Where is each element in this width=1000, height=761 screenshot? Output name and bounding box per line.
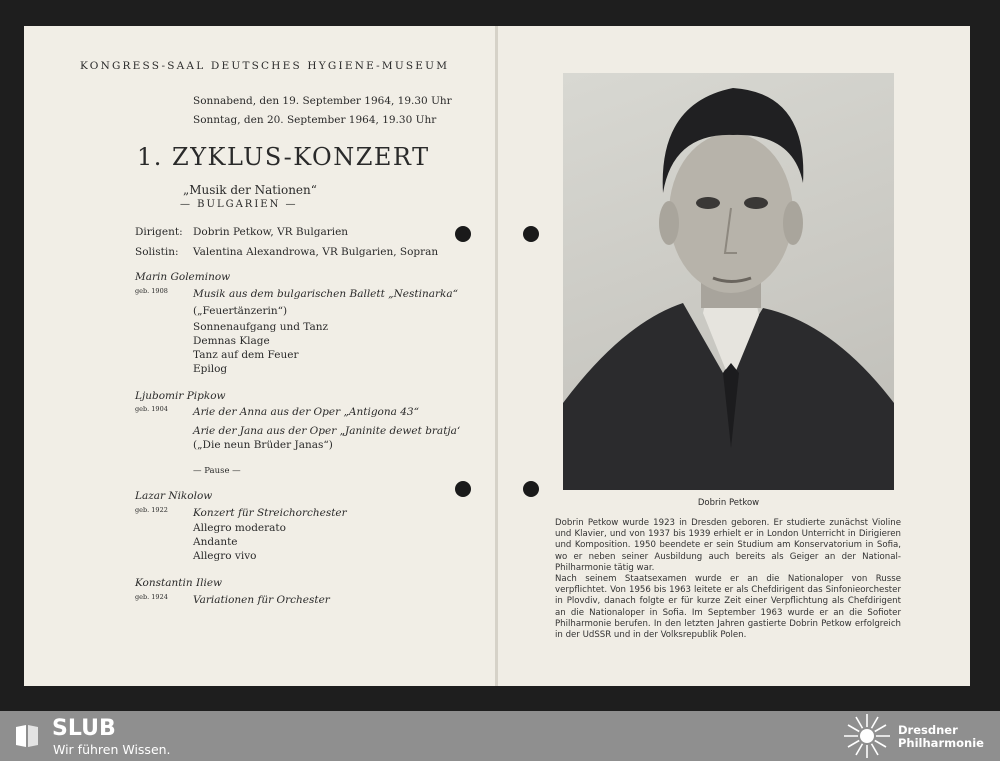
movement: Epilog [193,363,228,375]
composer-born: geb. 1908 [135,287,168,295]
conductor-name: Dobrin Petkow, VR Bulgarien [193,226,349,238]
punch-hole [523,481,539,497]
conductor-portrait [563,73,894,490]
philharmonie-wordmark [898,724,984,750]
pause-marker: — Pause — [193,466,241,476]
composer-born: geb. 1924 [135,593,168,601]
concert-country: — BULGARIEN — [180,199,298,210]
philharmonie-sunburst-icon [842,713,892,759]
philharmonie-line-1: Dresdner [898,723,958,737]
composer-born: geb. 1904 [135,405,168,413]
movement: Demnas Klage [193,335,270,347]
concert-subtitle: „Musik der Nationen“ [183,183,317,197]
concert-title: 1. ZYKLUS-KONZERT [137,143,430,171]
slub-book-icon [14,723,40,749]
composer-name: Ljubomir Pipkow [135,390,226,402]
concert-date-1: Sonnabend, den 19. September 1964, 19.30 Uhr [193,95,452,107]
punch-hole [455,226,471,242]
work-title: Musik aus dem bulgarischen Ballett „Nestinarka“ [193,288,459,300]
portrait-illustration [563,73,894,490]
work-title: Arie der Jana aus der Oper „Janinite dewet bratja‘ [193,425,461,437]
soloist-name: Valentina Alexandrowa, VR Bulgarien, Sopran [193,246,439,258]
slub-slogan: Wir führen Wissen. [53,742,171,757]
movement: Sonnenaufgang und Tanz [193,321,329,333]
page-fold [495,26,498,686]
soloist-label: Solistin: [135,246,179,258]
slub-wordmark: SLUB [52,716,116,741]
composer-name: Konstantin Iliew [135,577,223,589]
bio-paragraph: Nach seinem Staatsexamen wurde er an die Nationaloper von Russe verpflichtet. Von 1956 bis 1963 leitete er als Chefdirigent das Sinfonieorchester in Plovdiv, danach folgte er für kurze Zeit einer Verpflichtung als Chefdirigent an die Nationaloper in Sofia. Im September 1963 wurde er an die Sofioter Philharmonie berufen. In den letzten Jahren gastierte Dobrin Petkow erfolgreich in der UdSSR und in der Volksrepublik Polen. [555,574,901,641]
punch-hole [523,226,539,242]
composer-name: Lazar Nikolow [135,490,213,502]
concert-date-2: Sonntag, den 20. September 1964, 19.30 Uhr [193,114,437,126]
footer-bar [0,711,1000,761]
movement: Tanz auf dem Feuer [193,349,299,361]
punch-hole [455,481,471,497]
venue-heading: KONGRESS-SAAL DEUTSCHES HYGIENE-MUSEUM [80,60,450,72]
movement: Allegro moderato [193,522,286,534]
composer-born: geb. 1922 [135,506,168,514]
composer-name: Marin Goleminow [135,271,231,283]
work-title: Konzert für Streichorchester [193,507,347,519]
movement: Allegro vivo [193,550,257,562]
portrait-caption: Dobrin Petkow [697,498,760,508]
conductor-label: Dirigent: [135,226,183,238]
work-title: Variationen für Orchester [193,594,330,606]
movement: Andante [193,536,238,548]
work-line: („Die neun Brüder Janas“) [193,439,333,451]
work-title: Arie der Anna aus der Oper „Antigona 43“ [193,406,419,418]
philharmonie-line-2: Philharmonie [898,736,984,750]
bio-paragraph: Dobrin Petkow wurde 1923 in Dresden geboren. Er studierte zunächst Violine und Klavier, und von 1937 bis 1939 erhielt er in London Unterricht in Dirigieren und Komposition. 1950 beendete er sein Studium am Konservatorium in Sofia, wo er neben seiner Ausbildung auch bereits als Geiger an der National-Philharmonie tätig war. [555,518,901,573]
work-line: („Feuertänzerin“) [193,305,288,317]
